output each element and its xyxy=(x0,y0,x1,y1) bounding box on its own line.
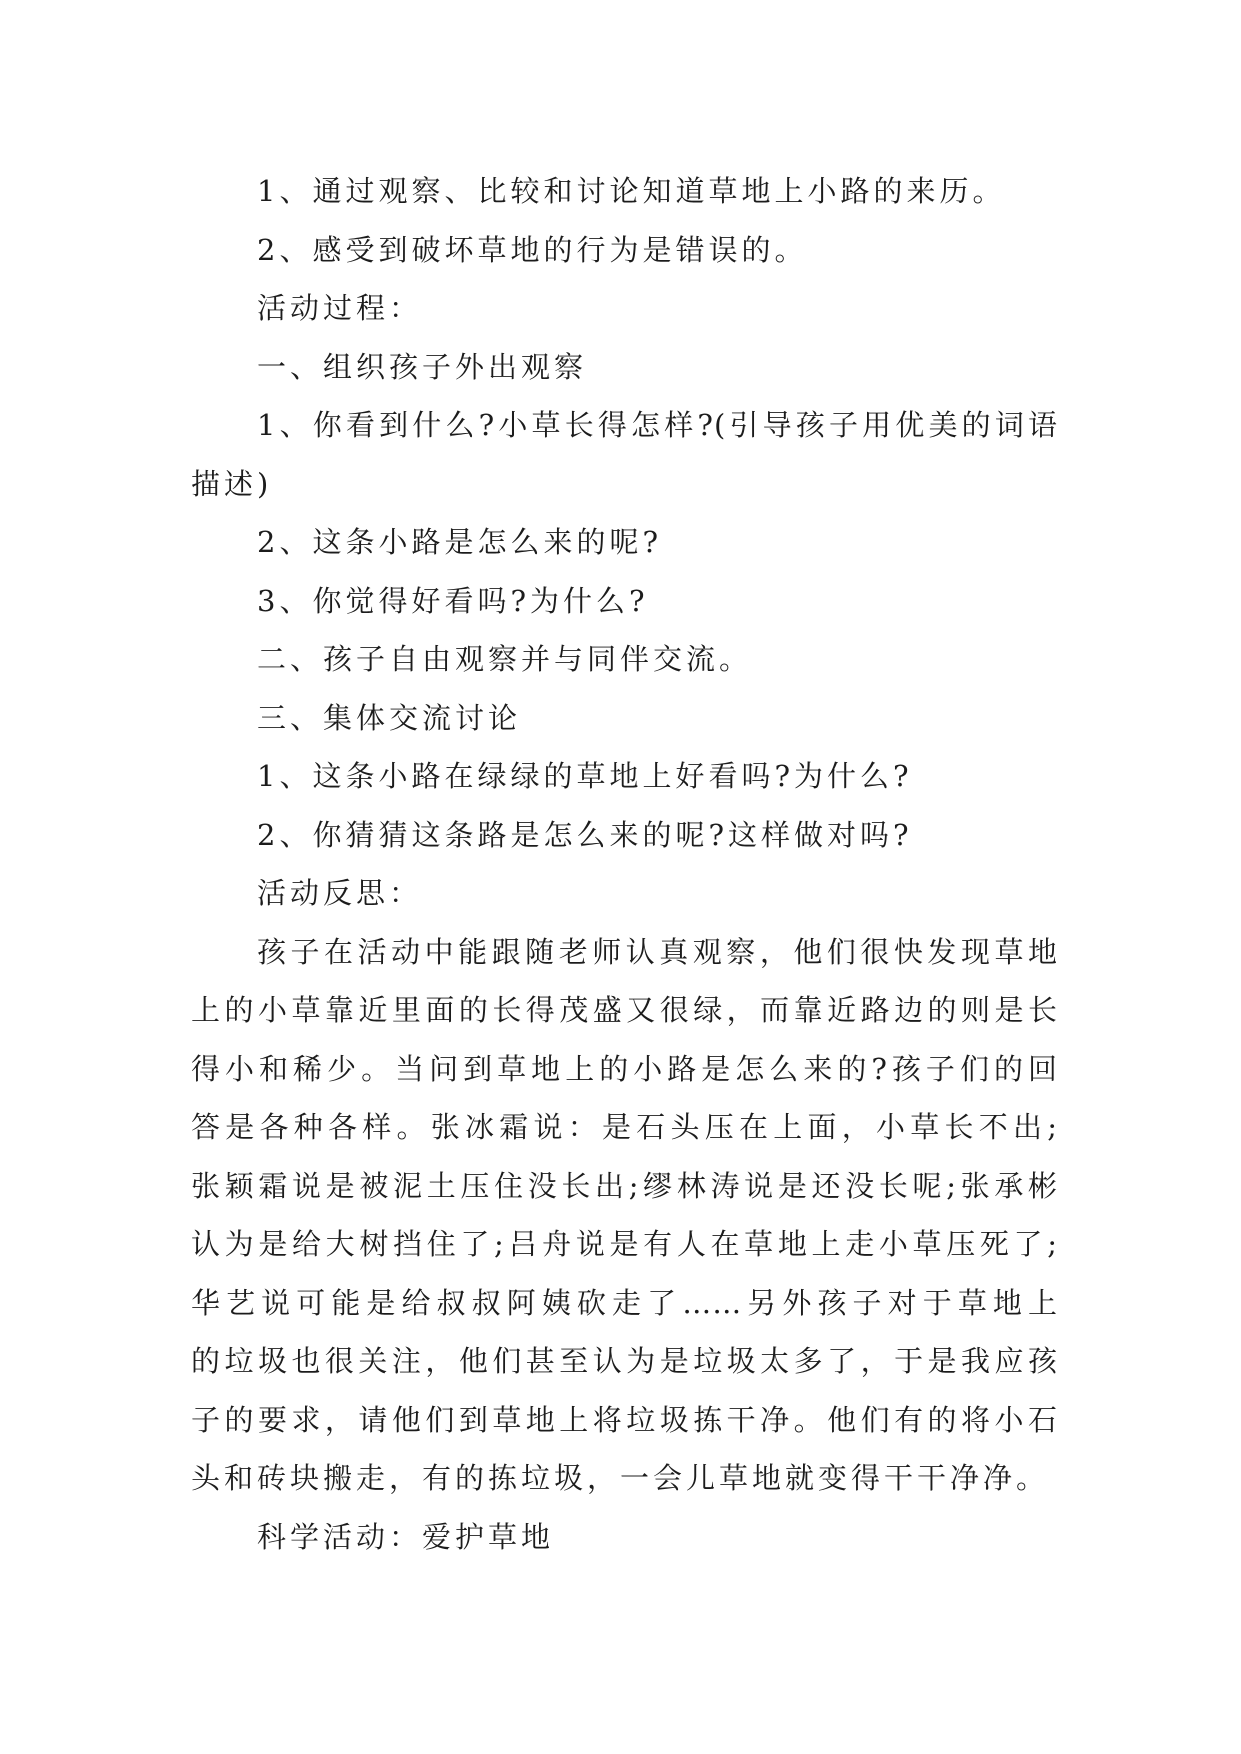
text-line: 张颖霜说是被泥土压住没长出;缪林涛说是还没长呢;张承彬 xyxy=(191,1168,1058,1203)
step-heading xyxy=(191,338,1058,397)
text-line: 2、感受到破坏草地的行为是错误的。 xyxy=(257,232,808,267)
text-line: 得小和稀少。当问到草地上的小路是怎么来的?孩子们的回 xyxy=(191,1051,1058,1086)
reflection-paragraph xyxy=(191,923,1058,1508)
text-line: 2、你猜猜这条路是怎么来的呢?这样做对吗? xyxy=(257,817,913,852)
text-line: 三、集体交流讨论 xyxy=(257,700,522,735)
text-line: 认为是给大树挡住了;吕舟说是有人在草地上走小草压死了; xyxy=(191,1227,1058,1261)
section-heading xyxy=(191,279,1058,338)
text-line: 孩子在活动中能跟随老师认真观察，他们很快发现草地 xyxy=(257,934,1058,969)
section-heading xyxy=(191,864,1058,923)
text-line: 1、这条小路在绿绿的草地上好看吗?为什么? xyxy=(257,759,913,793)
step-heading xyxy=(191,689,1058,748)
text-line: 3、你觉得好看吗?为什么? xyxy=(257,583,649,618)
text-line: 上的小草靠近里面的长得茂盛又很绿，而靠近路边的则是长 xyxy=(191,993,1058,1027)
text-line: 二、孩子自由观察并与同伴交流。 xyxy=(257,642,753,676)
text-line: 一、组织孩子外出观察 xyxy=(257,349,588,384)
activity-title xyxy=(191,1508,1058,1567)
text-line: 华艺说可能是给叔叔阿姨砍走了……另外孩子对于草地上 xyxy=(191,1285,1058,1320)
text-line: 的垃圾也很关注，他们甚至认为是垃圾太多了，于是我应孩 xyxy=(191,1344,1058,1378)
question-item xyxy=(191,747,1058,806)
text-line: 活动过程： xyxy=(257,291,423,325)
text-line: 1、通过观察、比较和讨论知道草地上小路的来历。 xyxy=(257,174,1006,208)
question-item xyxy=(191,572,1058,631)
step-heading xyxy=(191,630,1058,689)
document-body xyxy=(191,162,1058,1566)
text-line: 科学活动：爱护草地 xyxy=(257,1519,555,1554)
text-line: 答是各种各样。张冰霜说：是石头压在上面，小草长不出; xyxy=(191,1110,1058,1144)
text-line: 2、这条小路是怎么来的呢? xyxy=(257,525,662,559)
text-line: 头和砖块搬走，有的拣垃圾，一会儿草地就变得干干净净。 xyxy=(191,1461,1050,1495)
objective-item xyxy=(191,221,1058,280)
question-item xyxy=(191,513,1058,572)
objective-item xyxy=(191,162,1058,221)
text-line: 描述) xyxy=(191,466,273,501)
text-line: 活动反思： xyxy=(257,876,423,910)
question-item xyxy=(191,806,1058,865)
text-line: 1、你看到什么?小草长得怎样?(引导孩子用优美的词语 xyxy=(257,408,1058,442)
question-item xyxy=(191,396,1058,513)
text-line: 子的要求，请他们到草地上将垃圾拣干净。他们有的将小石 xyxy=(191,1402,1058,1437)
